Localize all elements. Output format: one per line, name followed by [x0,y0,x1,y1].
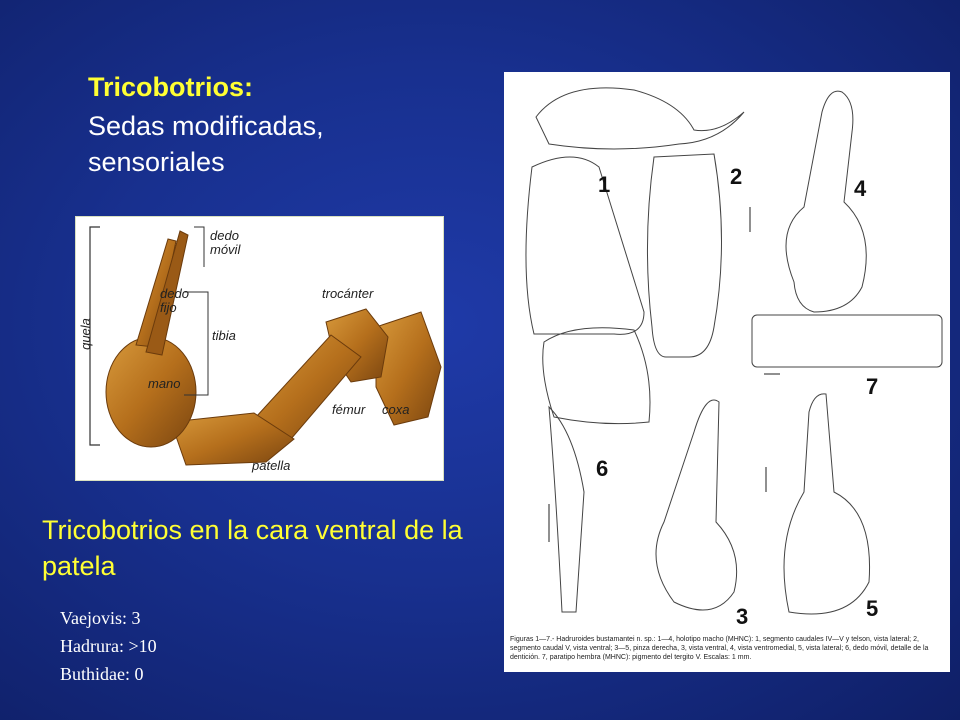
figure-number-5: 5 [866,596,879,621]
count-hadrura: Hadrura: >10 [60,636,157,656]
hand-segment [106,337,196,447]
figure-number-2: 2 [730,164,743,189]
figure-number-7: 7 [866,374,879,399]
label-dedo-fijo: dedo fijo [160,286,189,315]
scientific-figure-panel [504,72,950,672]
count-buthidae: Buthidae: 0 [60,664,144,684]
label-dedo-movil: dedo móvil [210,228,241,257]
label-patella: patella [252,458,291,473]
chela-lateral [784,394,870,614]
count-vaejovis: Vaejovis: 3 [60,608,141,628]
label-mano: mano [148,376,181,391]
ventral-patella-caption: Tricobotrios en la cara ventral de la patela [42,515,463,581]
slide-subtitle: Sedas modificadas, sensoriales [88,111,324,177]
label-coxa: coxa [382,402,410,417]
slide-title: Tricobotrios: [88,72,254,102]
movable-finger-detail [549,407,584,612]
figure-drawings [504,72,950,672]
figure-number-4: 4 [854,176,867,201]
figure-number-3: 3 [736,604,749,629]
telson-drawing [536,88,744,149]
figure-caption: Figuras 1—7.- Hadruroides bustamantei n. sp.: 1—4, holotipo macho (MHNC): 1, segmento caudales IV—V y telson, vista lateral; 2, segmento caudal V, vista ventral; 3—5, pinza derecha, 3, vista ventral, 4, vista ventromedial, 5, vista lateral; 6, dedo móvil, detalle de la dentición. 7, paratipo hembra (MHNC): pigmento del tergito V. Escalas: 1 mm. [510,636,929,661]
caudal-segment-lateral [526,157,644,334]
label-tibia: tibia [212,328,236,343]
pedipalp-photo [75,216,444,481]
label-femur: fémur [332,402,366,417]
chela-ventral [656,400,737,610]
tergite-pigment [752,315,942,367]
label-trocanter: trocánter [322,286,374,301]
figure-number-6: 6 [596,456,609,481]
figure-number-1: 1 [598,172,611,197]
trichobothria-counts [60,604,157,688]
femur-segment [256,335,361,439]
pedipalp-drawing [76,217,443,480]
label-quela: quela [77,318,93,350]
caudal-segment-ventral [647,154,721,357]
